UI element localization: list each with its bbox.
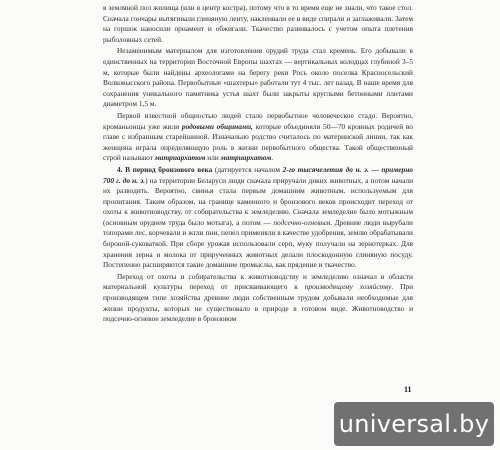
paragraph-3-segment: . — [271, 153, 274, 163]
paragraph-5-segment: . При производящем типе хозяйства древние люди собственным трудом добывали необходимые для жизни продукты, которых не существовало в природе в готовом виде. Животноводство и подсечно-огневое земледелие в бронзовом — [103, 282, 413, 324]
page-number: 11 — [404, 385, 412, 394]
paragraph-4-segment: 2-го тысячелетия до н. э. — примерно 700 г. до н. э. — [103, 164, 413, 185]
paragraph-5-segment: Переход от охоты и собирательства к животноводству и земледелию означал в области материальной культуры переход от присваивающего к — [103, 271, 413, 292]
watermark-text: universal.by — [338, 410, 490, 438]
paragraph-5-segment: производящему хозяйству — [304, 282, 392, 292]
text-column — [103, 3, 413, 325]
paragraph-3-segment: матриархатом — [154, 153, 206, 163]
paragraph-3-segment: родовыми общинами, — [181, 121, 253, 131]
paragraph-3-segment: которые объединяли 50—70 кровных родичей во главе с избранным старейшиной. Изначально родство считалось по материнской линии, так как женщина играла определяющую роль в жизни первобытного общества. Такой общественный строй называют — [103, 121, 413, 163]
paragraph-4-segment: ) на территории Беларуси люди сначала приручали диких животных, а потом начали их разводить. Вероятно, свинья стала первым домашним животным, используемым для пропитания. Таким образом, на границе каменного и бронзового веков происходит переход от охоты к животноводству, от собирательства к земледелию. Сначала земледелие было мотыжным (основным орудием труда было мотыга), а потом — — [103, 175, 413, 227]
paragraph-4-segment: (датируется началом — [212, 164, 283, 174]
paragraph-4-segment: . Древние люди вырубали топорами лес, корчевали и жгли пни, пепел применяли в качестве удобрения, землю обрабатывали бороной-суковаткой. При сборе урожая использовали серп, муку получали на зернотерках. Для хранения зерна и молока от прирученных животных делали плоскодонную глиняную посуду. Постепенно расширяются такие домашние промыслы, как прядение и ткачество. — [103, 217, 413, 270]
paragraph-5 — [103, 272, 413, 325]
paragraph-4-segment: 4. В период — [117, 164, 159, 174]
paragraph-1 — [103, 3, 413, 45]
watermark-badge — [334, 402, 494, 446]
paragraph-3-segment: матриархатом — [220, 153, 272, 163]
paragraph-4 — [103, 165, 413, 271]
paragraph-4-segment: бронзового века — [158, 164, 213, 174]
paragraph-4-segment: подсечно-огневым — [273, 217, 331, 227]
paragraph-1-segment: в земляной пол жилища (или в центр костра), потому что в то время еще не знали, что такое стол. Сначала гончары вытягивали глиняную ленту, накленвали ее в виде спирали и заглаживали. Затем на горшок наносили орнамент и обжигали. Ткачество развивалось с учетом опыта плетения рыболовных сетей. — [103, 3, 413, 44]
paragraph-3-segment: Первой известной общностью людей стало первобытное человеческое стадо. Вероятно, кроманьонцы уже жили — [103, 110, 413, 131]
paragraph-3-segment: или — [205, 153, 221, 163]
paragraph-2-segment: Незаменимым материалом для изготовления орудий труда стал кремень. Его добывали в единственных на территории Восточной Европы шахтах — вертикальных колодцах глубиной 3–5 м, которые были найдены археологами на берегу реки Рось около поселка Красносельский Волковысского района. Первобытные «шахтеры» работали тут 4 тыс. лет назад. В наше время для сохранения уникального памятника устья шахт были закрыты круглыми бетонными плитами диаметром 1,5 м. — [103, 46, 413, 109]
paragraph-3 — [103, 111, 413, 164]
paragraph-2 — [103, 46, 413, 110]
